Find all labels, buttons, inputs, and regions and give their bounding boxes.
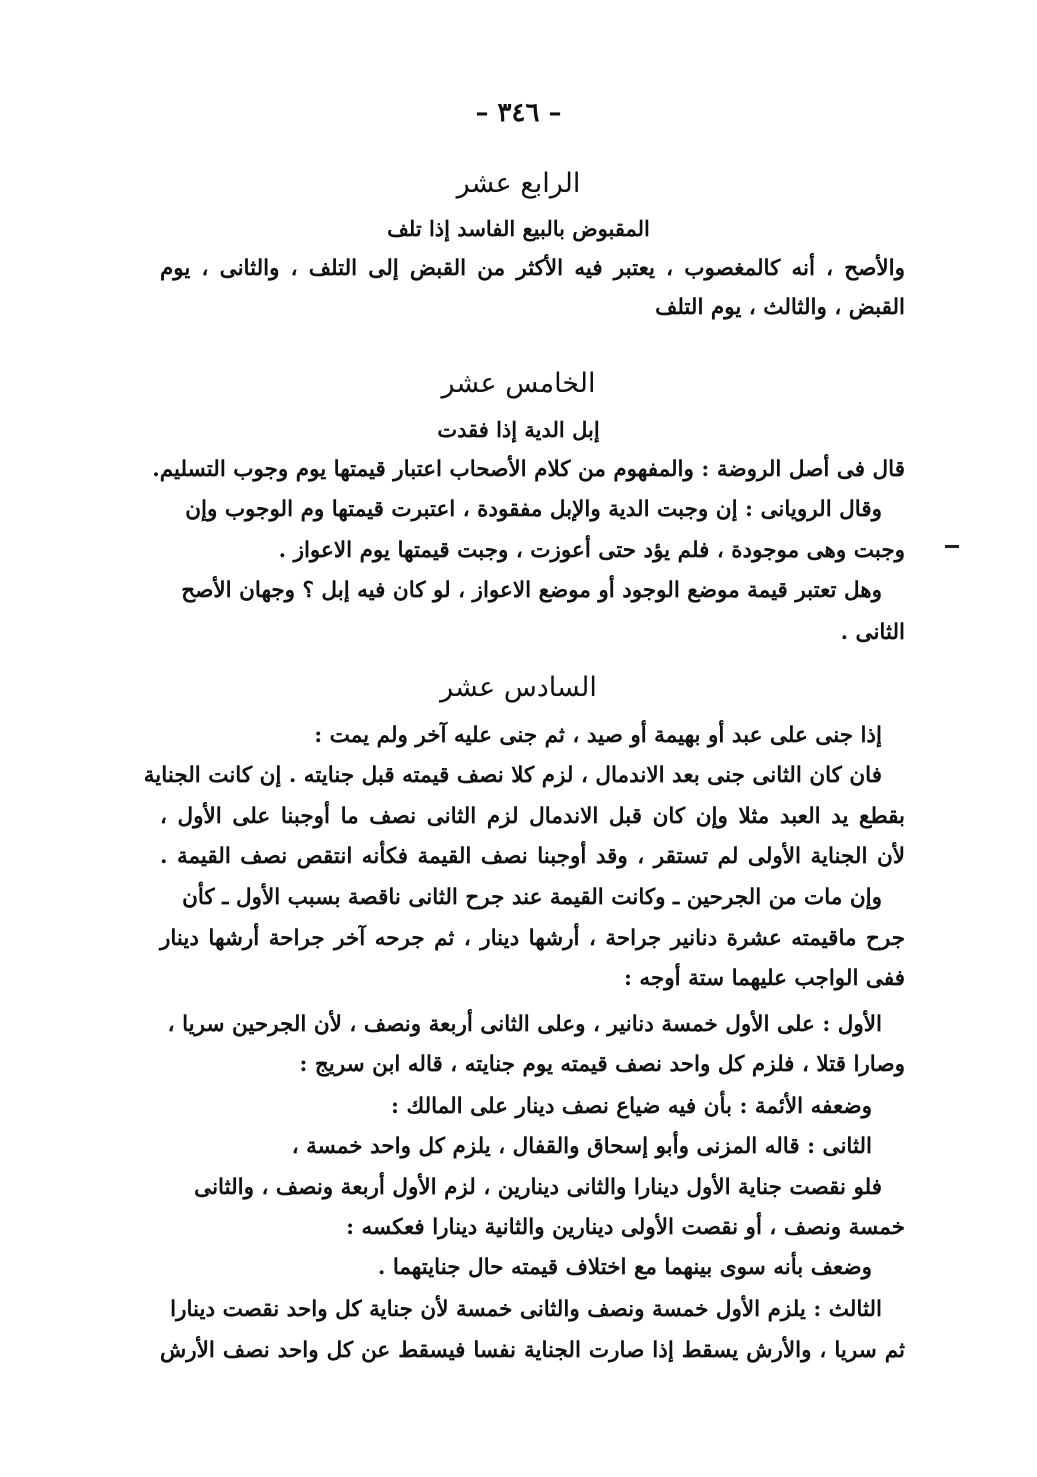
text-line: فان كان الثانى جنى بعد الاندمال ، لزم كلا نصف قيمته قبل جنايته . إن كانت الجناية xyxy=(143,763,882,788)
section-subheading-14: المقبوض بالبيع الفاسد إذا تلف xyxy=(387,216,650,241)
section-heading-15: الخامس عشر xyxy=(441,368,596,399)
section-heading-16: السادس عشر xyxy=(440,672,597,703)
text-line: بقطع يد العبد مثلا وإن كان قبل الاندمال لزم الثانى نصف ما أوجبنا على الأول ، xyxy=(160,804,905,829)
text-line: قال فى أصل الروضة : والمفهوم من كلام الأصحاب اعتبار قيمتها يوم وجوب التسليم. xyxy=(152,457,905,482)
text-line: وجبت وهى موجودة ، فلم يؤد حتى أعوزت ، وجبت قيمتها يوم الاعواز . xyxy=(278,538,905,563)
text-line: خمسة ونصف ، أو نقصت الأولى دينارين والثانية دينارا فعكسه : xyxy=(346,1215,905,1240)
text-line: القبض ، والثالث ، يوم التلف xyxy=(655,295,905,320)
text-line: وصارا قتلا ، فلزم كل واحد نصف قيمته يوم جنايته ، قاله ابن سريج : xyxy=(299,1052,905,1077)
margin-mark xyxy=(945,545,959,548)
text-line: ففى الواجب عليهما ستة أوجه : xyxy=(624,966,905,991)
text-line: وإن مات من الجرحين ـ وكانت القيمة عند جرح الثانى ناقصة بسبب الأول ـ كأن xyxy=(182,885,882,910)
text-line: الثانى : قاله المزنى وأبو إسحاق والقفال ، يلزم كل واحد خمسة ، xyxy=(291,1134,872,1159)
text-line: والأصح ، أنه كالمغصوب ، يعتبر فيه الأكثر من القبض إلى التلف ، والثانى ، يوم xyxy=(160,256,905,281)
text-line: الثانى . xyxy=(840,620,905,645)
page-number: – ٣٤٦ – xyxy=(475,98,562,128)
text-line: الأول : على الأول خمسة دنانير ، وعلى الثانى أربعة ونصف ، لأن الجرحين سريا ، xyxy=(167,1012,882,1037)
text-line: فلو نقصت جناية الأول دينارا والثانى دينارين ، لزم الأول أربعة ونصف ، والثانى xyxy=(194,1175,882,1200)
text-line: إذا جنى على عبد أو بهيمة أو صيد ، ثم جنى عليه آخر ولم يمت : xyxy=(314,723,882,748)
text-line: الثالث : يلزم الأول خمسة ونصف والثانى خمسة لأن جناية كل واحد نقصت دينارا xyxy=(170,1297,882,1322)
text-line: وضعفه الأئمة : بأن فيه ضياع نصف دينار على المالك : xyxy=(391,1094,872,1119)
text-line: وقال الرويانى : إن وجبت الدية والإبل مفقودة ، اعتبرت قيمتها وم الوجوب وإن xyxy=(185,497,882,522)
text-line: لأن الجناية الأولى لم تستقر ، وقد أوجبنا نصف القيمة فكأنه انتقص نصف القيمة . xyxy=(160,844,905,869)
section-subheading-15: إبل الدية إذا فقدت xyxy=(437,417,600,442)
text-line: وهل تعتبر قيمة موضع الوجود أو موضع الاعواز ، لو كان فيه إبل ؟ وجهان الأصح xyxy=(181,578,882,603)
section-heading-14: الرابع عشر xyxy=(456,168,581,199)
text-line: جرح ماقيمته عشرة دنانير جراحة ، أرشها دينار ، ثم جرحه آخر جراحة أرشها دينار xyxy=(160,926,905,951)
text-line: ثم سريا ، والأرش يسقط إذا صارت الجناية نفسا فيسقط عن كل واحد نصف الأرش xyxy=(160,1338,905,1363)
text-line: وضعف بأنه سوى بينهما مع اختلاف قيمته حال جنايتهما . xyxy=(377,1255,872,1280)
